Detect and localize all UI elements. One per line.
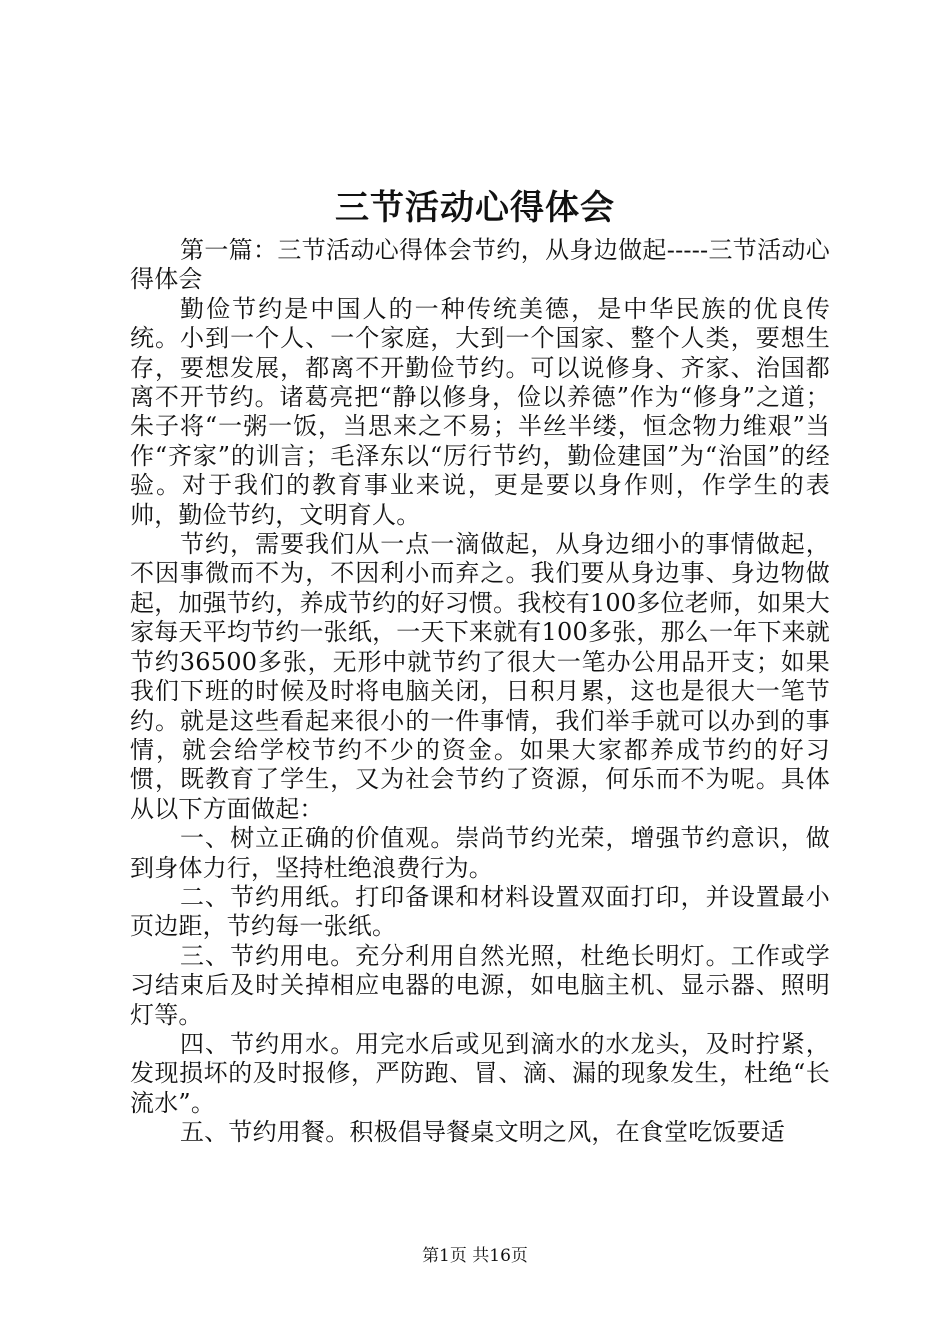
paragraph: 二、节约用纸。打印备课和材料设置双面打印，并设置最小页边距，节约每一张纸。 bbox=[130, 882, 830, 941]
paragraph: 三、节约用电。充分利用自然光照，杜绝长明灯。工作或学习结束后及时关掉相应电器的电源，如电脑主机、显示器、照明灯等。 bbox=[130, 941, 830, 1029]
paragraph: 勤俭节约是中国人的一种传统美德，是中华民族的优良传统。小到一个人、一个家庭，大到一个国家、整个人类，要想生存，要想发展，都离不开勤俭节约。可以说修身、齐家、治国都离不开节约。诸葛亮把“静以修身，俭以养德”作为“修身”之道；朱子将“一粥一饭，当思来之不易；半丝半缕，恒念物力维艰”当作“齐家”的训言；毛泽东以“厉行节约，勤俭建国”为“治国”的经验。对于我们的教育事业来说，更是要以身作则，作学生的表帅，勤俭节约，文明育人。 bbox=[130, 294, 830, 529]
paragraph: 五、节约用餐。积极倡导餐桌文明之风，在食堂吃饭要适 bbox=[180, 1118, 785, 1147]
document-title: 三节活动心得体会 bbox=[335, 188, 615, 228]
paragraph: 第一篇：三节活动心得体会节约，从身边做起-----三节活动心得体会 bbox=[130, 236, 830, 294]
paragraph: 节约，需要我们从一点一滴做起，从身边细小的事情做起，不因事微而不为，不因利小而弃之。我们要从身边事、身边物做起，加强节约，养成节约的好习惯。我校有100多位老师，如果大家每天平均节约一张纸，一天下来就有100多张，那么一年下来就节约36500多张，无形中就节约了很大一笔办公用品开支；如果我们下班的时候及时将电脑关闭，日积月累，这也是很大一笔节约。就是这些看起来很小的一件事情，我们举手就可以办到的事情，就会给学校节约不少的资金。如果大家都养成节约的好习惯，既教育了学生，又为社会节约了资源，何乐而不为呢。具体从以下方面做起： bbox=[130, 530, 830, 823]
page-number-footer: 第1页 共16页 bbox=[422, 1246, 528, 1266]
paragraph: 四、节约用水。用完水后或见到滴水的水龙头，及时拧紧，发现损坏的及时报修，严防跑、冒、滴、漏的现象发生，杜绝“长流水”。 bbox=[130, 1029, 830, 1117]
document-body bbox=[130, 236, 830, 1148]
paragraph: 一、树立正确的价值观。崇尚节约光荣，增强节约意识，做到身体力行，坚持杜绝浪费行为。 bbox=[130, 824, 830, 882]
